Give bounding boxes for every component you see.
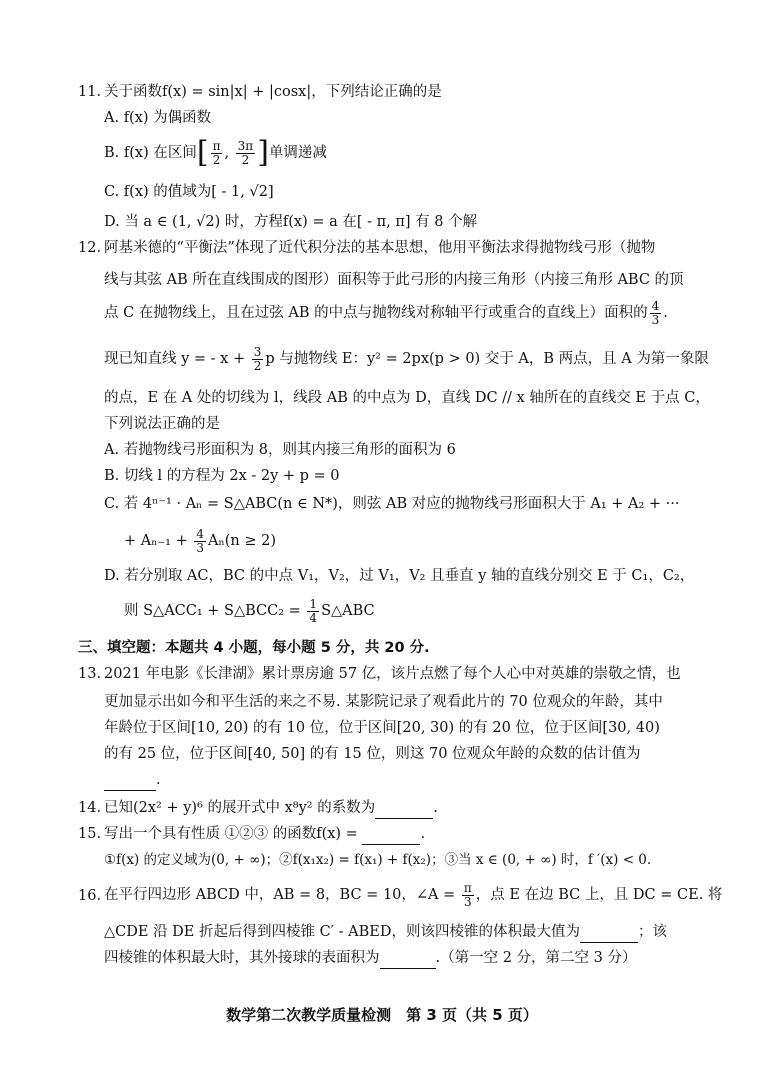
question-12-line-2: 线与其弦 AB 所在直线围成的图形）面积等于此弓形的内接三角形（内接三角形 ABC 的顶	[104, 272, 684, 288]
question-15-text	[104, 824, 425, 845]
answer-blank-2[interactable]	[380, 948, 436, 969]
question-13-number: 13.	[78, 666, 102, 682]
line-3-text: 点 C 在抛物线上，且在过弦 AB 的中点与抛物线对称轴平行或重合的直线上）面积的	[104, 305, 648, 321]
option-d-text: 则 S△ACC₁ + S△BCC₂ =	[124, 603, 306, 619]
option-c-end: Aₙ(n ≥ 2)	[207, 533, 276, 549]
frac-denominator: 2	[241, 152, 250, 167]
option-b-prefix: B. f(x) 在区间	[104, 145, 197, 161]
left-bracket: [	[196, 135, 209, 170]
question-12-option-d-line-2	[124, 594, 375, 628]
question-12-line-3	[104, 296, 668, 330]
question-14-number: 14.	[78, 800, 102, 816]
frac-denominator: 3	[651, 312, 660, 327]
frac-numerator: π	[463, 880, 472, 895]
frac-numerator: 4	[651, 298, 660, 313]
question-11-option-d: D. 当 a ∈ (1, √2) 时，方程f(x) = a 在[ - π, π] 有 8 个解	[104, 214, 478, 230]
right-bracket: ]	[257, 135, 269, 170]
question-11-option-b	[104, 136, 327, 170]
question-13-line-1: 2021 年电影《长津湖》累计票房逾 57 亿，该片点燃了每个人心中对英雄的崇敬之情，也	[104, 666, 681, 682]
fraction-3-over-2	[252, 346, 264, 373]
question-12-option-d-line-1: D. 若分别取 AC，BC 的中点 V₁，V₂，过 V₁，V₂ 且垂直 y 轴的直线分别交 E 于 C₁，C₂，	[104, 568, 695, 584]
question-13-line-4: 的有 25 位，位于区间[40, 50] 的有 15 位，则这 70 位观众年龄的众数的估计值为	[104, 746, 641, 762]
question-16-line-3	[104, 948, 637, 969]
frac-denominator: 2	[212, 152, 221, 167]
question-16-number: 16.	[78, 888, 102, 904]
question-13-line-2: 更加显示出如今和平生活的来之不易. 某影院记录了观看此片的 70 位观众的年龄，其中	[104, 694, 663, 710]
question-12-line-4	[104, 342, 709, 376]
line-3-text: 四棱锥的体积最大时，其外接球的表面积为	[104, 950, 380, 966]
question-12-option-c-line-1: C. 若 4ⁿ⁻¹ · Aₙ = S△ABC(n ∈ N*)，则弦 AB 对应的抛物线弓形面积大于 A₁ + A₂ + ···	[104, 496, 680, 512]
question-11-number: 11.	[78, 84, 102, 100]
fraction-3pi-over-2	[236, 140, 256, 167]
option-b-suffix: 单调递减	[268, 145, 327, 161]
fraction-4-over-3	[650, 300, 662, 327]
frac-numerator: π	[212, 138, 221, 153]
line-end: .	[420, 826, 426, 842]
frac-denominator: 3	[464, 894, 472, 909]
section-3-heading: 三、填空题：本题共 4 小题，每小题 5 分，共 20 分.	[78, 640, 430, 656]
question-12-option-b: B. 切线 l 的方程为 2x - 2y + p = 0	[104, 468, 340, 484]
line-end: .	[433, 800, 438, 816]
question-12-option-a: A. 若抛物线弓形面积为 8，则其内接三角形的面积为 6	[104, 442, 456, 458]
question-14-stem: 已知(2x² + y)⁶ 的展开式中 x⁸y² 的系数为	[104, 800, 376, 816]
question-12-line-1: 阿基米德的“平衡法”体现了近代积分法的基本思想，他用平衡法求得抛物线弓形（抛物	[104, 240, 656, 256]
frac-numerator: 4	[196, 526, 204, 541]
line-3-end: .	[663, 305, 668, 321]
option-d-end: S△ABC	[321, 603, 375, 619]
question-12-option-c-line-2	[124, 524, 276, 558]
question-12-line-5: 的点，E 在 A 处的切线为 l，线段 AB 的中点为 D，直线 DC // x 轴所在的直线交 E 于点 C，	[104, 390, 710, 406]
answer-blank[interactable]	[375, 798, 433, 819]
answer-blank[interactable]	[104, 770, 156, 791]
line-end: .	[156, 772, 161, 788]
frac-numerator: 3	[253, 344, 262, 359]
question-11-stem: 关于函数f(x) = sin|x| + |cosx|，下列结论正确的是	[104, 84, 442, 100]
frac-denominator: 4	[309, 610, 318, 625]
frac-denominator: 2	[253, 358, 262, 373]
frac-denominator: 3	[196, 540, 204, 555]
question-14-text	[104, 798, 438, 819]
question-11-option-a: A. f(x) 为偶函数	[104, 110, 212, 126]
question-16-line-1	[104, 878, 722, 912]
line-4-rest: p 与抛物线 E：y² = 2px(p > 0) 交于 A，B 两点，且 A 为第一象限	[265, 351, 709, 367]
line-4-text: 现已知直线 y = - x +	[104, 351, 250, 367]
question-11-option-c: C. f(x) 的值域为[ - 1, √2]	[104, 184, 274, 200]
line-2-end: ；该	[637, 924, 667, 940]
line-2-text: △CDE 沿 DE 折起后得到四棱锥 C′ - ABED，则该四棱锥的体积最大值为	[104, 924, 580, 940]
line-1-text: 在平行四边形 ABCD 中，AB = 8，BC = 10，∠A =	[104, 887, 460, 903]
question-13-line-3: 年龄位于区间[10, 20) 的有 10 位，位于区间[20, 30) 的有 20 位，位于区间[30, 40)	[104, 720, 660, 736]
line-1-rest: ，点 E 在边 BC 上，且 DC = CE. 将	[475, 887, 723, 903]
question-13-answer-line	[104, 770, 161, 791]
question-15-properties: ①f(x) 的定义域为(0, + ∞)；②f(x₁x₂) = f(x₁) + f(x₂)；③当 x ∈ (0, + ∞) 时，f ′(x) < 0.	[104, 852, 652, 868]
question-16-line-2	[104, 922, 667, 943]
question-15-stem: 写出一个具有性质 ①②③ 的函数f(x) =	[104, 826, 363, 842]
page-footer: 数学第二次教学质量检测 第 3 页（共 5 页）	[226, 1006, 538, 1024]
question-12-line-6: 下列说法正确的是	[104, 416, 220, 432]
fraction-pi-over-3	[462, 882, 474, 909]
separator: ,	[224, 145, 234, 161]
option-c-text: + Aₙ₋₁ +	[124, 533, 193, 549]
answer-blank[interactable]	[362, 824, 420, 845]
question-15-number: 15.	[78, 826, 102, 842]
question-12-number: 12.	[78, 240, 102, 256]
fraction-pi-over-2	[211, 140, 223, 167]
frac-numerator: 1	[309, 596, 318, 611]
fraction-1-over-4	[307, 598, 319, 625]
frac-numerator: 3π	[237, 138, 254, 153]
fraction-4-over-3	[194, 528, 206, 555]
answer-blank-1[interactable]	[580, 922, 638, 943]
line-3-end: .（第一空 2 分，第二空 3 分）	[435, 950, 637, 966]
